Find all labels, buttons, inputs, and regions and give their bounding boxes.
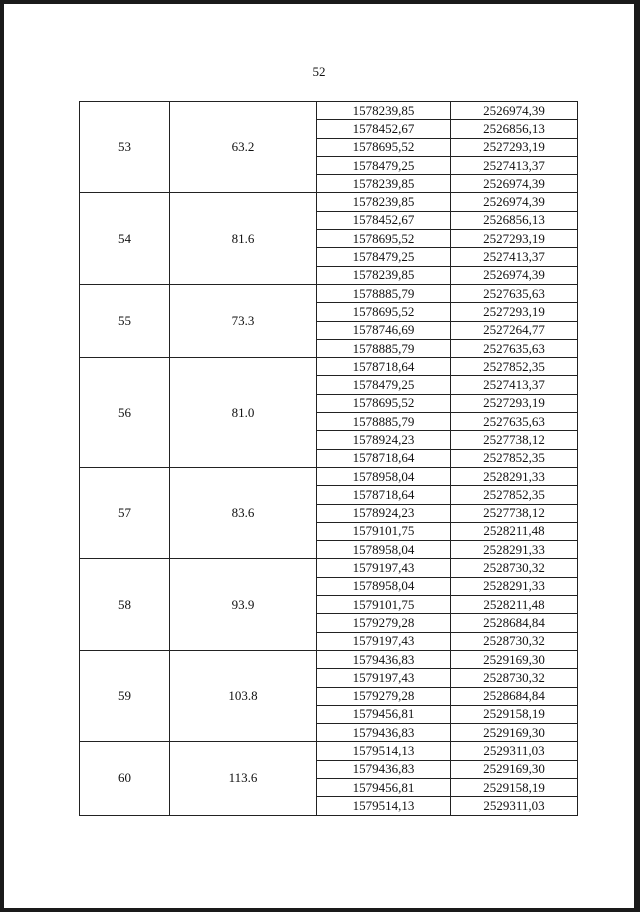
x-coordinate-cell: 1578695,52 [317, 394, 451, 412]
x-coordinate-cell: 1578718,64 [317, 449, 451, 467]
table-row [80, 650, 578, 668]
y-coordinate-cell: 2529311,03 [451, 797, 578, 815]
x-coordinate-cell: 1578239,85 [317, 175, 451, 193]
area-value-cell: 73.3 [170, 284, 317, 357]
x-coordinate-cell: 1579456,81 [317, 778, 451, 796]
plot-number-cell: 59 [80, 650, 170, 741]
y-coordinate-cell: 2527635,63 [451, 284, 578, 302]
coordinates-table-body [80, 102, 578, 816]
table-row [80, 467, 578, 485]
x-coordinate-cell: 1579197,43 [317, 632, 451, 650]
x-coordinate-cell: 1578695,52 [317, 230, 451, 248]
y-coordinate-cell: 2528291,33 [451, 577, 578, 595]
area-value-cell: 81.0 [170, 358, 317, 468]
document-page [4, 4, 634, 908]
y-coordinate-cell: 2529158,19 [451, 778, 578, 796]
y-coordinate-cell: 2527264,77 [451, 321, 578, 339]
y-coordinate-cell: 2528684,84 [451, 687, 578, 705]
x-coordinate-cell: 1578452,67 [317, 120, 451, 138]
x-coordinate-cell: 1579197,43 [317, 669, 451, 687]
x-coordinate-cell: 1579436,83 [317, 724, 451, 742]
y-coordinate-cell: 2527852,35 [451, 449, 578, 467]
x-coordinate-cell: 1578695,52 [317, 138, 451, 156]
x-coordinate-cell: 1578479,25 [317, 156, 451, 174]
y-coordinate-cell: 2527293,19 [451, 230, 578, 248]
x-coordinate-cell: 1579197,43 [317, 559, 451, 577]
table-row [80, 102, 578, 120]
x-coordinate-cell: 1579514,13 [317, 797, 451, 815]
page-number: 52 [312, 64, 326, 79]
y-coordinate-cell: 2527413,37 [451, 376, 578, 394]
x-coordinate-cell: 1579436,83 [317, 650, 451, 668]
y-coordinate-cell: 2526856,13 [451, 211, 578, 229]
x-coordinate-cell: 1578885,79 [317, 413, 451, 431]
y-coordinate-cell: 2527293,19 [451, 394, 578, 412]
x-coordinate-cell: 1579101,75 [317, 596, 451, 614]
y-coordinate-cell: 2529169,30 [451, 650, 578, 668]
area-value-cell: 63.2 [170, 102, 317, 193]
y-coordinate-cell: 2527852,35 [451, 358, 578, 376]
x-coordinate-cell: 1579101,75 [317, 522, 451, 540]
y-coordinate-cell: 2527738,12 [451, 504, 578, 522]
y-coordinate-cell: 2527738,12 [451, 431, 578, 449]
x-coordinate-cell: 1579279,28 [317, 687, 451, 705]
y-coordinate-cell: 2526974,39 [451, 102, 578, 120]
plot-number-cell: 60 [80, 742, 170, 815]
x-coordinate-cell: 1578718,64 [317, 486, 451, 504]
plot-number-cell: 57 [80, 467, 170, 558]
x-coordinate-cell: 1578885,79 [317, 339, 451, 357]
y-coordinate-cell: 2526974,39 [451, 266, 578, 284]
x-coordinate-cell: 1578479,25 [317, 248, 451, 266]
table-row [80, 358, 578, 376]
y-coordinate-cell: 2527413,37 [451, 156, 578, 174]
plot-number-cell: 53 [80, 102, 170, 193]
x-coordinate-cell: 1578958,04 [317, 577, 451, 595]
area-value-cell: 83.6 [170, 467, 317, 558]
x-coordinate-cell: 1579456,81 [317, 705, 451, 723]
plot-number-cell: 58 [80, 559, 170, 650]
table-row [80, 742, 578, 760]
plot-number-cell: 55 [80, 284, 170, 357]
y-coordinate-cell: 2529311,03 [451, 742, 578, 760]
y-coordinate-cell: 2526974,39 [451, 193, 578, 211]
y-coordinate-cell: 2527293,19 [451, 303, 578, 321]
x-coordinate-cell: 1578924,23 [317, 431, 451, 449]
y-coordinate-cell: 2529169,30 [451, 760, 578, 778]
y-coordinate-cell: 2529169,30 [451, 724, 578, 742]
y-coordinate-cell: 2528211,48 [451, 596, 578, 614]
x-coordinate-cell: 1578924,23 [317, 504, 451, 522]
x-coordinate-cell: 1578958,04 [317, 467, 451, 485]
coordinates-table [79, 101, 578, 816]
plot-number-cell: 56 [80, 358, 170, 468]
area-value-cell: 103.8 [170, 650, 317, 741]
table-row [80, 559, 578, 577]
y-coordinate-cell: 2528291,33 [451, 541, 578, 559]
y-coordinate-cell: 2528730,32 [451, 669, 578, 687]
area-value-cell: 113.6 [170, 742, 317, 815]
x-coordinate-cell: 1578718,64 [317, 358, 451, 376]
y-coordinate-cell: 2526856,13 [451, 120, 578, 138]
x-coordinate-cell: 1578695,52 [317, 303, 451, 321]
x-coordinate-cell: 1578452,67 [317, 211, 451, 229]
x-coordinate-cell: 1578239,85 [317, 193, 451, 211]
y-coordinate-cell: 2527413,37 [451, 248, 578, 266]
x-coordinate-cell: 1578885,79 [317, 284, 451, 302]
table-row [80, 284, 578, 302]
x-coordinate-cell: 1579279,28 [317, 614, 451, 632]
area-value-cell: 81.6 [170, 193, 317, 284]
y-coordinate-cell: 2529158,19 [451, 705, 578, 723]
y-coordinate-cell: 2528730,32 [451, 632, 578, 650]
x-coordinate-cell: 1578239,85 [317, 102, 451, 120]
y-coordinate-cell: 2527852,35 [451, 486, 578, 504]
x-coordinate-cell: 1578958,04 [317, 541, 451, 559]
x-coordinate-cell: 1579514,13 [317, 742, 451, 760]
y-coordinate-cell: 2528684,84 [451, 614, 578, 632]
x-coordinate-cell: 1578746,69 [317, 321, 451, 339]
plot-number-cell: 54 [80, 193, 170, 284]
y-coordinate-cell: 2527293,19 [451, 138, 578, 156]
y-coordinate-cell: 2526974,39 [451, 175, 578, 193]
x-coordinate-cell: 1579436,83 [317, 760, 451, 778]
table-row [80, 193, 578, 211]
x-coordinate-cell: 1578239,85 [317, 266, 451, 284]
y-coordinate-cell: 2527635,63 [451, 413, 578, 431]
y-coordinate-cell: 2528211,48 [451, 522, 578, 540]
y-coordinate-cell: 2528291,33 [451, 467, 578, 485]
y-coordinate-cell: 2528730,32 [451, 559, 578, 577]
y-coordinate-cell: 2527635,63 [451, 339, 578, 357]
area-value-cell: 93.9 [170, 559, 317, 650]
x-coordinate-cell: 1578479,25 [317, 376, 451, 394]
